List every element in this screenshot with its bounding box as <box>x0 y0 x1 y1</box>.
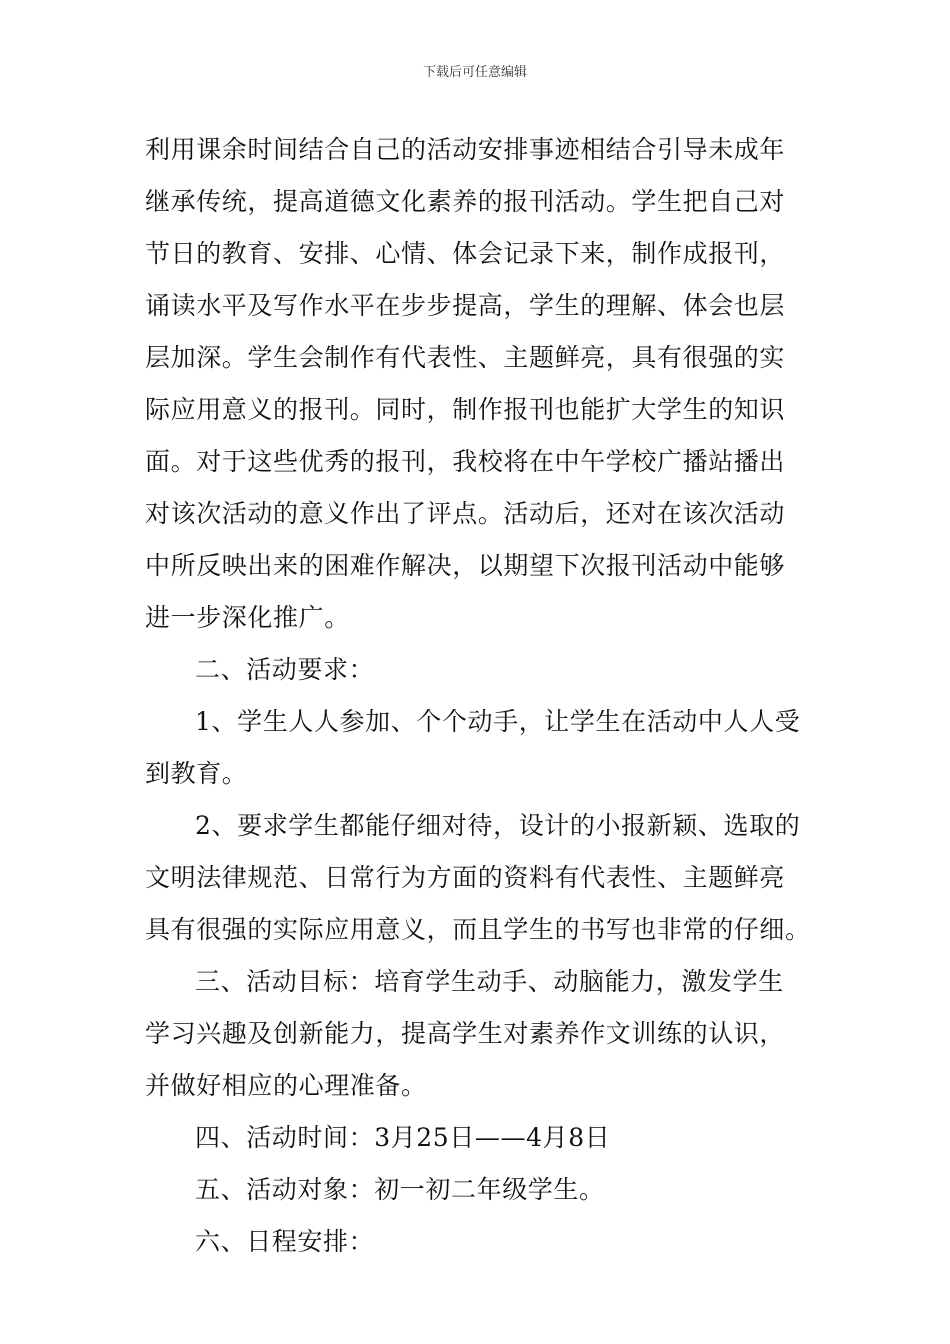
text-line: 1、学生人人参加、个个动手，让学生在活动中人人受 <box>195 707 801 736</box>
document-body <box>145 124 810 1268</box>
text-line: 利用课余时间结合自己的活动安排事迹相结合引导未成年 <box>145 135 786 164</box>
text-line: 到教育。 <box>145 759 248 788</box>
text-line: 节日的教育、安排、心情、体会记录下来，制作成报刊， <box>145 239 786 268</box>
text-line: 诵读水平及写作水平在步步提高，学生的理解、体会也层 <box>145 291 786 320</box>
text-line: 具有很强的实际应用意义，而且学生的书写也非常的仔细。 <box>145 915 811 944</box>
text-line: 际应用意义的报刊。同时，制作报刊也能扩大学生的知识 <box>145 395 786 424</box>
text-line: 文明法律规范、日常行为方面的资料有代表性、主题鲜亮 <box>145 863 786 892</box>
text-line: 二、活动要求： <box>195 655 375 684</box>
text-line: 六、日程安排： <box>195 1227 375 1256</box>
text-line: 继承传统，提高道德文化素养的报刊活动。学生把自己对 <box>145 187 786 216</box>
text-line: 三、活动目标：培育学生动手、动脑能力，激发学生 <box>195 967 784 996</box>
page-header: 下载后可任意编辑 <box>422 65 527 80</box>
text-line: 对该次活动的意义作出了评点。活动后，还对在该次活动 <box>145 499 786 528</box>
text-line: 五、活动对象：初一初二年级学生。 <box>195 1175 605 1204</box>
text-line: 进一步深化推广。 <box>145 603 350 632</box>
text-line: 2、要求学生都能仔细对待，设计的小报新颖、选取的 <box>195 811 801 840</box>
text-line: 并做好相应的心理准备。 <box>145 1071 427 1100</box>
text-line: 层加深。学生会制作有代表性、主题鲜亮，具有很强的实 <box>145 343 786 372</box>
text-line: 四、活动时间：3月25日——4月8日 <box>195 1123 611 1152</box>
text-line: 中所反映出来的困难作解决，以期望下次报刊活动中能够 <box>145 551 786 580</box>
text-line: 面。对于这些优秀的报刊，我校将在中午学校广播站播出 <box>145 447 786 476</box>
text-line: 学习兴趣及创新能力，提高学生对素养作文训练的认识， <box>145 1019 786 1048</box>
